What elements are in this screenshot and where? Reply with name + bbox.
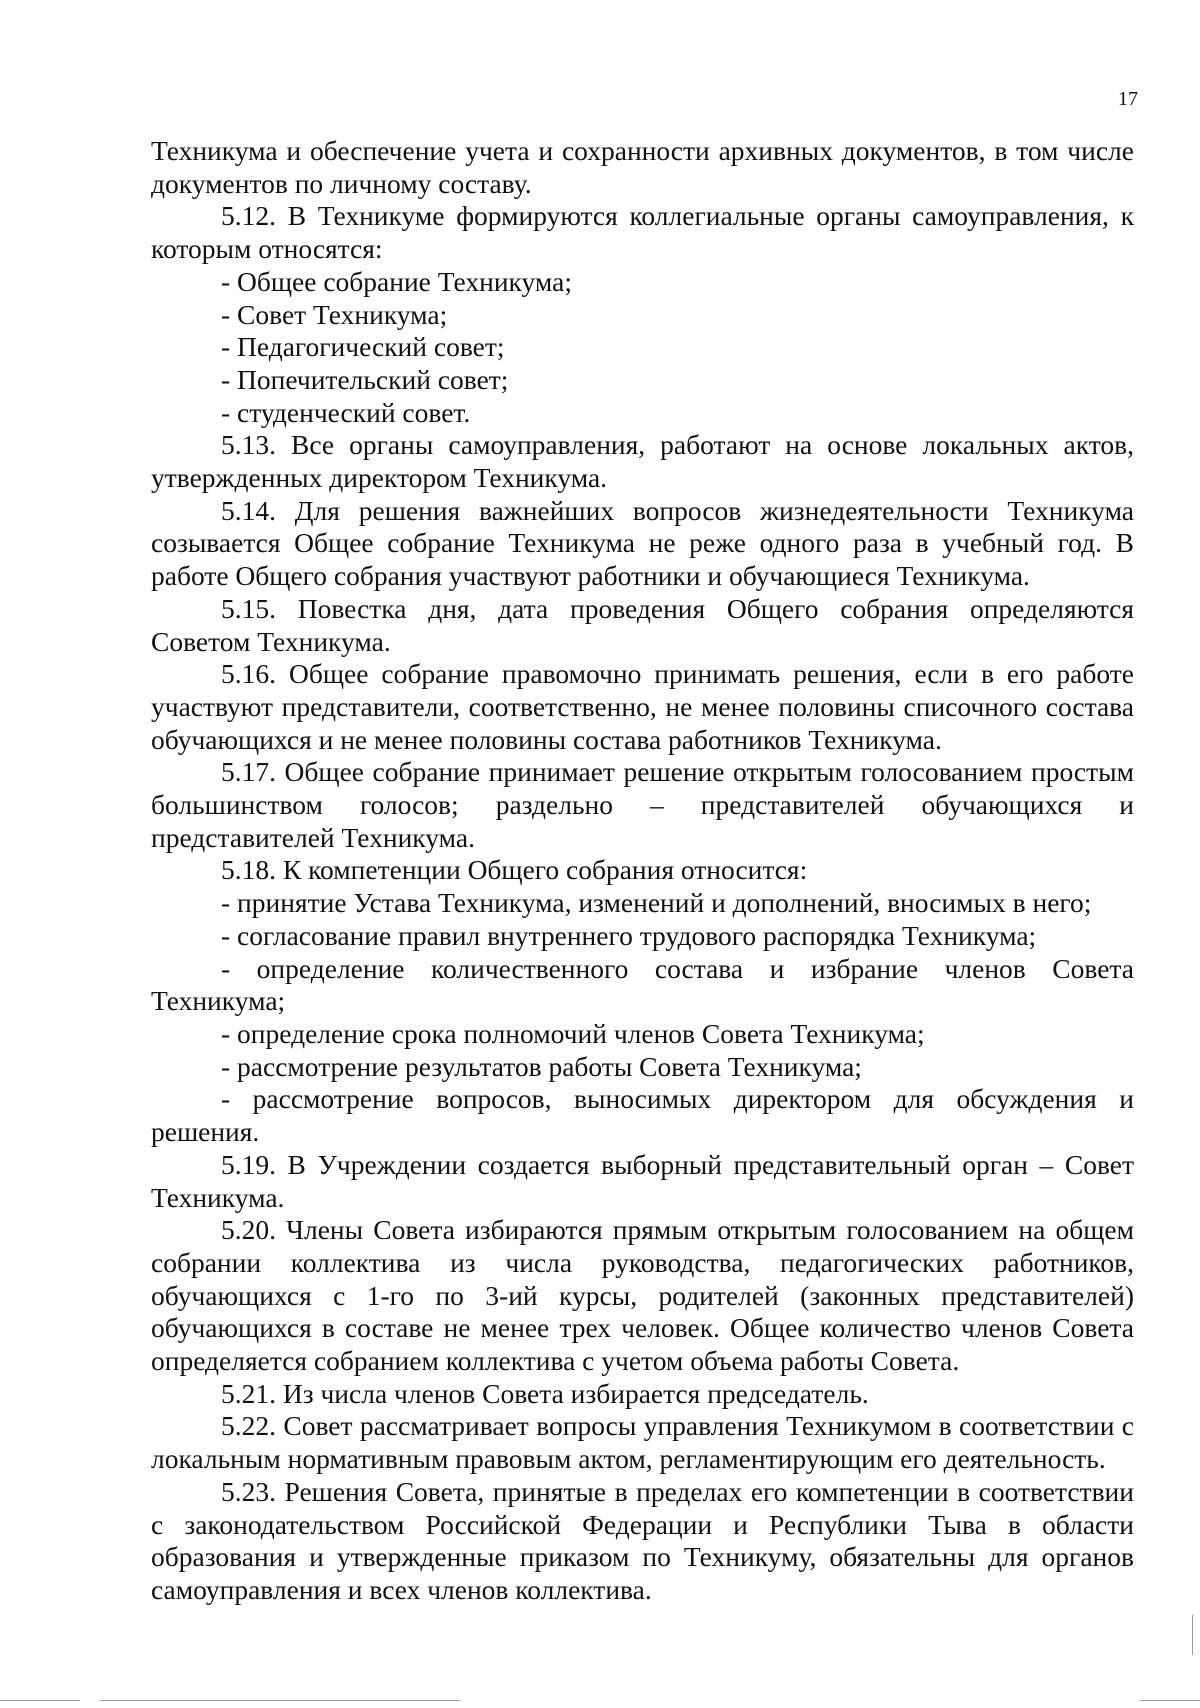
paragraph-5-22: 5.22. Совет рассматривает вопросы управления Техникумом в соответствии с локальным нормативным правовым актом, регламентирующим его деятельность.: [151, 1410, 1134, 1475]
list-item: - Совет Техникума;: [221, 298, 448, 330]
paragraph-5-18: 5.18. К компетенции Общего собрания относится:: [221, 854, 808, 886]
paragraph-5-16: 5.16. Общее собрание правомочно принимать решения, если в его работе участвуют представители, соответственно, не менее половины списочного состава обучающихся и не менее половины состава работников Техникума.: [151, 658, 1134, 755]
scan-mark: [1192, 1615, 1193, 1655]
list-item: - Общее собрание Техникума;: [221, 265, 572, 297]
paragraph-5-21: 5.21. Из числа членов Совета избирается председатель.: [221, 1377, 869, 1409]
paragraph-continuation: Техникума и обеспечение учета и сохранности архивных документов, в том числе документов по личному составу.: [151, 135, 1134, 199]
list-item: - студенческий совет.: [221, 396, 471, 428]
list-item: - Попечительский совет;: [221, 363, 509, 395]
paragraph-5-14: 5.14. Для решения важнейших вопросов жизнедеятельности Техникума созывается Общее собрание Техникума не реже одного раза в учебный год. В работе Общего собрания участвуют работники и обучающиеся Техникума.: [151, 494, 1134, 592]
list-item: - согласование правил внутреннего трудового распорядка Техникума;: [221, 919, 1037, 951]
page-number: 17: [1118, 88, 1138, 110]
list-item: - рассмотрение вопросов, выносимых директором для обсуждения и решения.: [151, 1083, 1134, 1148]
paragraph-5-12: 5.12. В Техникуме формируются коллегиальные органы самоуправления, к которым относятся:: [151, 200, 1134, 265]
paragraph-5-17: 5.17. Общее собрание принимает решение открытым голосованием простым большинством голосов; раздельно – представителей обучающихся и представителей Техникума.: [151, 756, 1134, 853]
scan-line: [100, 1700, 460, 1701]
paragraph-5-23: 5.23. Решения Совета, принятые в пределах его компетенции в соответствии с законодательством Российской Федерации и Республики Тыва в области образования и утвержденные приказом по Техникуму, обязательны для органов самоуправления и всех членов коллектива.: [151, 1475, 1134, 1605]
list-item: - рассмотрение результатов работы Совета Техникума;: [221, 1050, 862, 1082]
scan-line: [0, 1700, 80, 1701]
paragraph-5-15: 5.15. Повестка дня, дата проведения Общего собрания определяются Советом Техникума.: [151, 592, 1134, 657]
list-item: - определение срока полномочий членов Совета Техникума;: [221, 1017, 925, 1049]
paragraph-5-13: 5.13. Все органы самоуправления, работают на основе локальных актов, утвержденных директором Техникума.: [151, 429, 1134, 494]
document-body: [151, 135, 1134, 1607]
scan-line: [1140, 1700, 1200, 1701]
paragraph-5-19: 5.19. В Учреждении создается выборный представительный орган – Совет Техникума.: [151, 1148, 1134, 1213]
list-item: - принятие Устава Техникума, изменений и дополнений, вносимых в него;: [221, 887, 1092, 919]
list-item: - Педагогический совет;: [221, 331, 505, 363]
list-item: - определение количественного состава и избрание членов Совета Техникума;: [151, 952, 1134, 1017]
paragraph-5-20: 5.20. Члены Совета избираются прямым открытым голосованием на общем собрании коллектива из числа руководства, педагогических работников, обучающихся с 1-го по 3-ий курсы, родителей (законных представителей) обучающихся в составе не менее трех человек. Общее количество членов Совета определяется собранием коллектива с учетом объема работы Совета.: [151, 1214, 1134, 1377]
